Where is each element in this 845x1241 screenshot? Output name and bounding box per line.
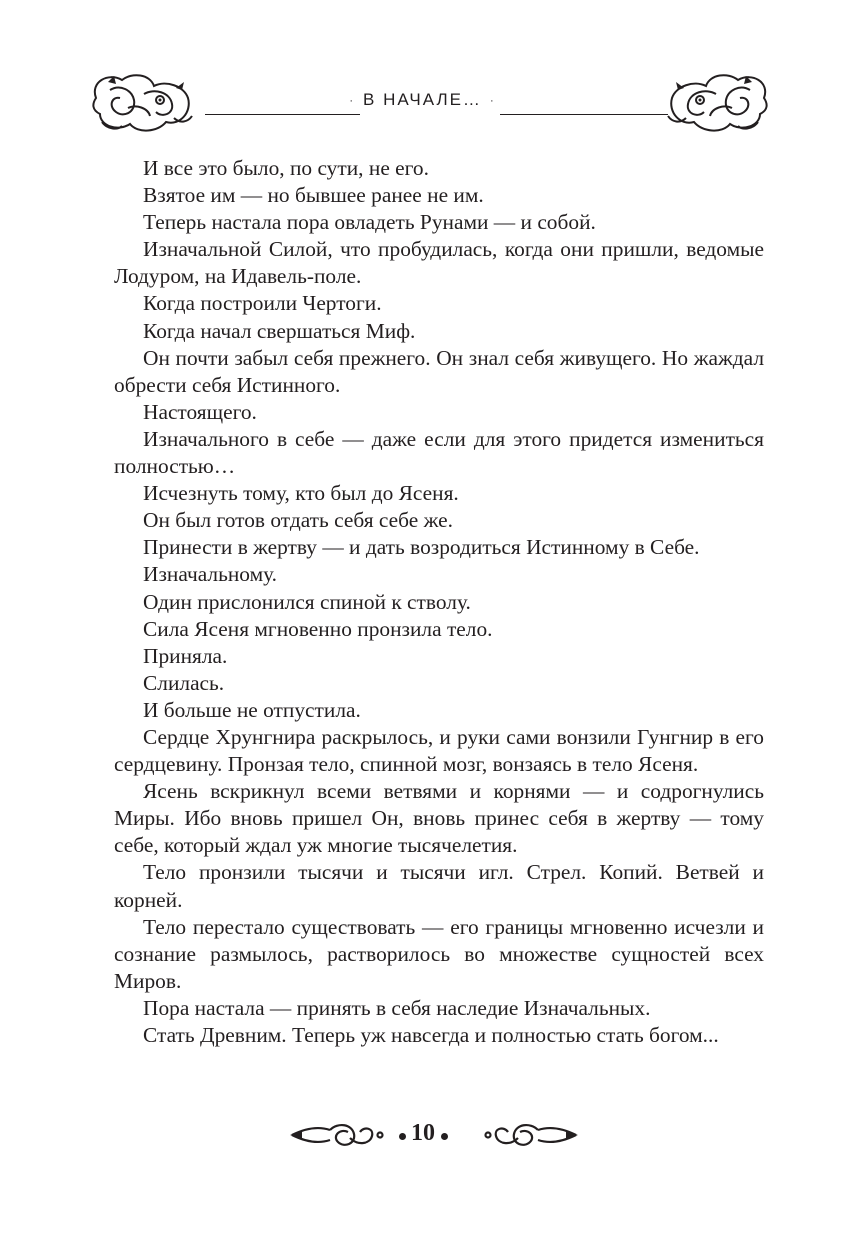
paragraph: Ясень вскрикнул всеми ветвями и корнями — и содрогнулись Миры. Ибо вновь пришел Он, вновь принес себя в жертву — тому себе, который ждал уж многие тысячелетия.	[114, 779, 764, 858]
footer-dot-right	[441, 1133, 448, 1140]
paragraph: Когда начал свершаться Миф.	[143, 318, 416, 343]
paragraph: Настоящего.	[143, 399, 257, 424]
paragraph: Когда построили Чертоги.	[143, 291, 382, 316]
page-footer	[0, 1110, 845, 1170]
knotwork-beast-icon	[88, 68, 198, 136]
paragraph: Изначального в себе — даже если для этого придется измениться полностью…	[114, 426, 764, 479]
page-number: 10	[411, 1120, 435, 1146]
knotwork-beast-icon	[662, 68, 772, 136]
paragraph: Тело пронзили тысячи и тысячи игл. Стрел. Копий. Ветвей и корней.	[114, 860, 764, 912]
paragraph: Он был готов отдать себя себе же.	[143, 508, 453, 533]
paragraph: Слилась.	[143, 670, 225, 695]
paragraph: И все это было, по сути, не его.	[143, 156, 429, 180]
celtic-scroll-icon	[480, 1118, 580, 1152]
body-text	[114, 155, 764, 1049]
header-rule-right	[500, 114, 668, 115]
paragraph: Стать Древним. Теперь уж навсегда и полностью стать богом...	[143, 1023, 719, 1047]
header-rule-left	[205, 114, 360, 115]
running-title: · В НАЧАЛЕ… ·	[349, 90, 496, 109]
celtic-scroll-icon	[288, 1118, 388, 1152]
paragraph: Тело перестало существовать — его границы мгновенно исчезли и сознание размылось, растворилось во множестве сущностей всех Миров.	[114, 914, 764, 993]
paragraph: Принести в жертву — и дать возродиться Истинному в Себе.	[143, 535, 700, 560]
paragraph: Изначальной Силой, что пробудилась, когда они пришли, ведомые Лодуром, на Идавель-поле.	[114, 237, 764, 289]
running-header	[0, 60, 845, 140]
paragraph: Взятое им — но бывшее ранее не им.	[143, 183, 484, 208]
paragraph: И больше не отпустила.	[143, 697, 361, 722]
paragraph: Сила Ясеня мгновенно пронзила тело.	[143, 616, 493, 641]
paragraph: Исчезнуть тому, кто был до Ясеня.	[143, 481, 459, 506]
paragraph: Изначальному.	[143, 562, 278, 587]
paragraph: Один прислонился спиной к стволу.	[143, 589, 471, 614]
paragraph: Он почти забыл себя прежнего. Он знал себя живущего. Но жаждал обрести себя Истинного.	[114, 345, 764, 397]
paragraph: Приняла.	[143, 643, 228, 668]
paragraph: Сердце Хрунгнира раскрылось, и руки сами вонзили Гунгнир в его сердцевину. Пронзая тело, спинной мозг, вонзаясь в тело Ясеня.	[114, 724, 764, 777]
paragraph: Пора настала — принять в себя наследие Изначальных.	[143, 995, 651, 1020]
paragraph: Теперь настала пора овладеть Рунами — и собой.	[143, 210, 596, 235]
